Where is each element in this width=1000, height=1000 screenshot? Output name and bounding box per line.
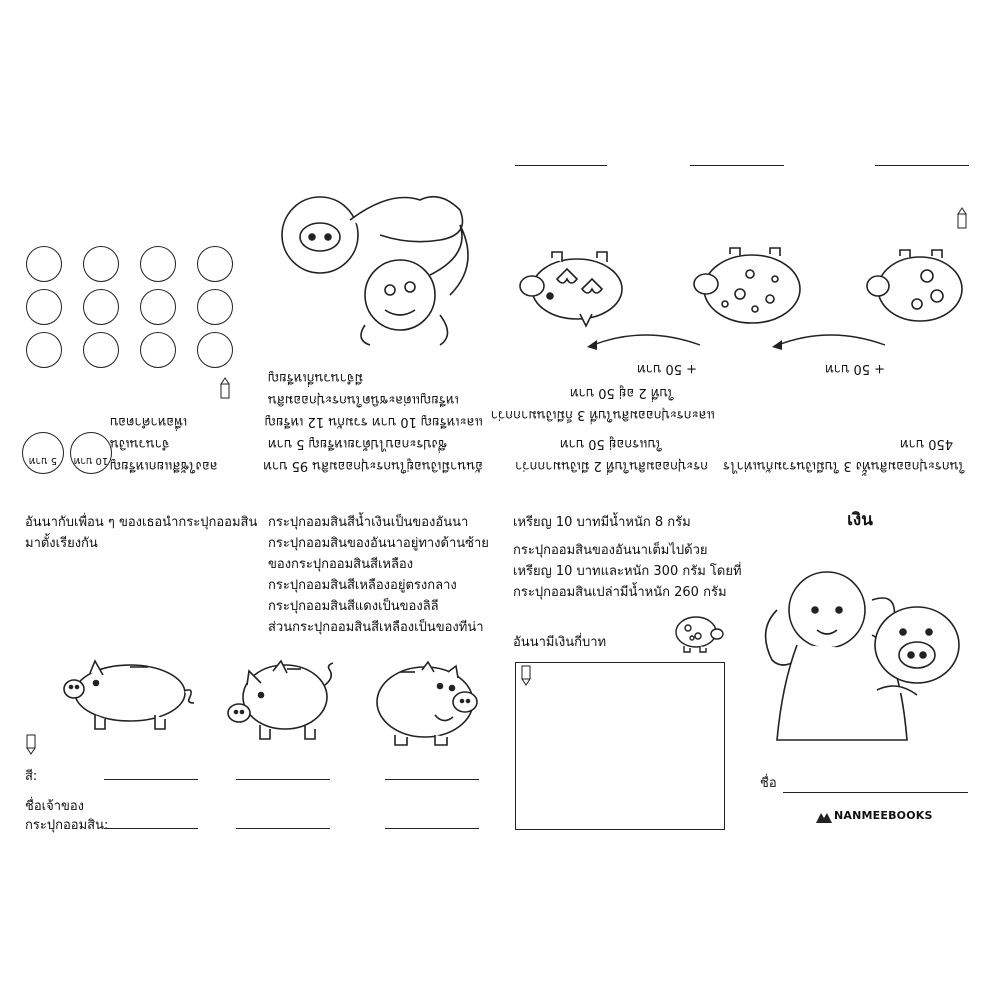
pencil-icon	[24, 735, 38, 755]
cover-title: เงิน	[847, 510, 873, 530]
coin-5-baht: 5 บาท	[22, 432, 64, 474]
owner-label: กระปุกออมสิน:	[25, 818, 109, 833]
upside-text: อันนามีเงินอยู่ในกระปุกออมสิน 95 บาท	[263, 458, 483, 473]
upside-text: มีจำนวนกี่เหรียญ	[268, 370, 364, 385]
pencil-icon	[218, 378, 232, 400]
owner-label: ชื่อเจ้าของ	[25, 799, 85, 814]
intro-text: อันนากับเพื่อน ๆ ของเธอนำกระปุกออมสิน	[25, 515, 258, 530]
owner-input-line-1[interactable]	[104, 828, 198, 829]
problem-text: กระปุกออมสินเปล่ามีน้ำหนัก 260 กรัม	[513, 585, 727, 600]
name-label: ชื่อ	[760, 776, 777, 791]
upside-text: ใบแรกอยู่ 50 บาท	[560, 436, 663, 451]
upside-text: จำนวนเงิน	[110, 436, 170, 451]
intro-text: มาตั้งเรียงกัน	[25, 536, 98, 551]
upside-text: ในกระปุกออมสินทั้ง 3 ใบมีเงินรวมกันเท่าไร	[723, 458, 965, 473]
coin-circle[interactable]	[26, 246, 62, 282]
piggy-bank-upside-2	[690, 240, 810, 335]
arrow-left-icon	[585, 330, 705, 360]
arrow-left-icon	[770, 330, 890, 360]
small-piggy-bank-icon	[670, 608, 726, 656]
upside-text: เหรียญแต่ละชนิดในกระปุกออมสิน	[268, 392, 459, 407]
color-input-line-2[interactable]	[236, 779, 330, 780]
pencil-icon	[519, 666, 533, 686]
coin-circle[interactable]	[197, 332, 233, 368]
coin-circle[interactable]	[197, 289, 233, 325]
clue-text: ส่วนกระปุกออมสินสีเหลืองเป็นของทีน่า	[268, 620, 484, 635]
piggy-bank-1	[60, 655, 195, 740]
coin-circle[interactable]	[197, 246, 233, 282]
nanmeebooks-logo-icon	[815, 810, 833, 824]
publisher-logo: NANMEEBOOKS	[834, 809, 933, 822]
coin-circle[interactable]	[83, 246, 119, 282]
pencil-icon	[955, 208, 969, 230]
upside-text: กระปุกออมสินใบที่ 2 มีเงินมากกว่า	[515, 458, 709, 473]
coin-circle[interactable]	[140, 246, 176, 282]
answer-line-1	[515, 165, 607, 166]
piggy-bank-3	[370, 660, 485, 750]
coin-circle[interactable]	[83, 332, 119, 368]
piggy-bank-upside-1	[512, 240, 632, 335]
color-label: สี:	[25, 769, 38, 784]
upside-text: 450 บาท	[900, 436, 954, 451]
upside-text: ลองใช้สีแยกเหรียญ	[110, 458, 218, 473]
clue-text: ของกระปุกออมสินสีเหลือง	[268, 557, 414, 572]
piggy-bank-upside-3	[862, 240, 972, 335]
coin-circle[interactable]	[26, 289, 62, 325]
girl-with-piggy-illustration-upside	[270, 175, 485, 350]
coin-circle[interactable]	[26, 332, 62, 368]
problem-text: เหรียญ 10 บาทและหนัก 300 กรัม โดยที่	[513, 564, 742, 579]
upside-text: ซึ่งประกอบไปด้วยเหรียญ 5 บาท	[268, 436, 447, 451]
piggy-bank-2	[225, 655, 335, 745]
clue-text: กระปุกออมสินสีเหลืองอยู่ตรงกลาง	[268, 578, 457, 593]
upside-text: เพื่อหาคำตอบ	[110, 414, 188, 429]
color-input-line-3[interactable]	[385, 779, 479, 780]
coin-circle[interactable]	[140, 289, 176, 325]
answer-line-2	[690, 165, 784, 166]
clue-text: กระปุกออมสินของอันนาอยู่ทางด้านซ้าย	[268, 536, 489, 551]
owner-input-line-3[interactable]	[385, 828, 479, 829]
plus-label: + 50 บาท	[637, 361, 697, 376]
answer-box[interactable]	[515, 662, 725, 830]
color-input-line-1[interactable]	[104, 779, 198, 780]
answer-line-3	[875, 165, 969, 166]
girl-with-piggy-illustration	[757, 570, 977, 740]
coin-circle[interactable]	[140, 332, 176, 368]
name-input-line[interactable]	[783, 792, 968, 793]
plus-label: + 50 บาท	[825, 361, 885, 376]
upside-text: ใบที่ 2 อยู่ 50 บาท	[570, 385, 675, 400]
coin-10-baht: 10 บาท	[70, 432, 112, 474]
clue-text: กระปุกออมสินสีน้ำเงินเป็นของอันนา	[268, 515, 469, 530]
problem-text: เหรียญ 10 บาทมีน้ำหนัก 8 กรัม	[513, 515, 691, 530]
clue-text: กระปุกออมสินสีแดงเป็นของลิลี	[268, 599, 439, 614]
question-text: อันนามีเงินกี่บาท	[513, 635, 607, 650]
owner-input-line-2[interactable]	[236, 828, 330, 829]
upside-text: และเหรียญ 10 บาท รวมกัน 12 เหรียญ	[264, 414, 483, 429]
coin-circle[interactable]	[83, 289, 119, 325]
problem-text: กระปุกออมสินของอันนาเต็มไปด้วย	[513, 543, 708, 558]
upside-text: และกระปุกออมสินใบที่ 3 ก็มีเงินมากกว่า	[490, 407, 715, 422]
